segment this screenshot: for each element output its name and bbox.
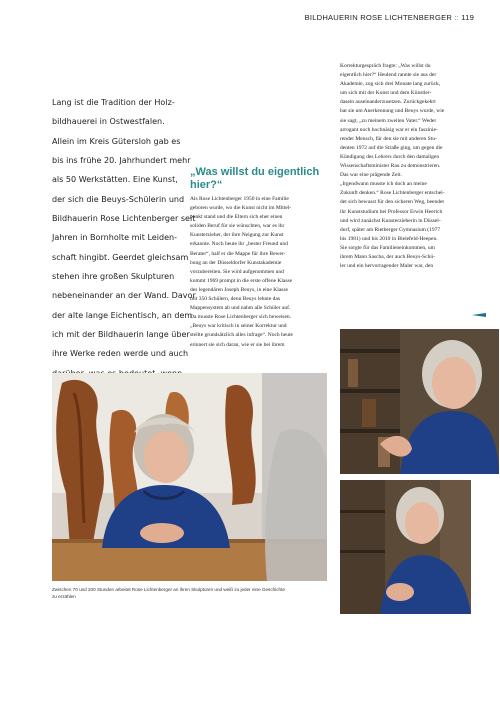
intro-line: bis ins frühe 20. Jahrhundert mehr — [52, 156, 191, 166]
intro-line: der sich die Beuys-Schülerin und — [52, 194, 185, 204]
column1-line: soliden Beruf für sie wünschten, war es ihr — [190, 223, 285, 230]
column1-line: geboren wurde, wo die Kunst nicht im Mittel- — [190, 205, 292, 212]
intro-line: schaft hingibt. Geerdet gleichsam — [52, 252, 189, 262]
column2-line: Sie sorgte für das Familieneinkommen, um — [340, 244, 435, 251]
side-photo-top — [340, 329, 499, 474]
column1-line: Kunsterzieher, der ihre Neigung zur Kunst — [190, 232, 284, 239]
column1-line: Mappensystem ab und nahm alle Schüler auf. — [190, 305, 291, 312]
column2-line: bis 1981) und bis 2010 in Bielefeld-Heepen. — [340, 235, 438, 242]
column2-line: bat sie um Anerkennung und Beuys wurde, wie — [340, 108, 445, 115]
main-photo — [52, 373, 327, 581]
column1-line: Berater“, half er die Mappe für ihre Bewer- — [190, 250, 286, 257]
column2-line: eigentlich hier?“ Heulend rannte sie aus der — [340, 72, 437, 79]
subhead-line: „Was willst du eigentlich — [190, 166, 320, 178]
column1-line: punkt stand und die Eltern sich eher einen — [190, 214, 283, 221]
intro-line: Bildhauerin Rose Lichtenberger seit — [52, 214, 196, 224]
body-column-2 — [340, 62, 485, 271]
column1-line: Als Rose Lichtenberger 1950 in eine Familie — [190, 196, 289, 202]
header-title: BILDHAUERIN ROSE LICHTENBERGER — [304, 13, 453, 22]
column2-line: sie sagt, „zu meinem zweiten Vater.“ Weder — [340, 117, 437, 124]
intro-line: der alte lange Eichentisch, an dem — [52, 310, 193, 320]
column1-line: bung an der Düsseldorfer Kunstakademie — [190, 259, 282, 266]
intro-line: nebeneinander an der Wand. Davor — [52, 291, 196, 301]
column2-line: dorf, später am Rietberger Gymnasium (1977 — [340, 226, 441, 233]
subhead-line: hier?“ — [190, 179, 223, 191]
column1-line: des legendären Joseph Beuys, in eine Klasse — [190, 286, 288, 293]
column2-line: ler und ein hervorragender Maler war, den — [340, 263, 434, 270]
intro-line: ich mit der Bildhauerin lange über — [52, 330, 190, 340]
column1-line: erkannte. Noch heute ihr „bester Freund und — [190, 241, 288, 248]
caption-line: Zwischen 70 und 200 Stunden arbeitet Rose Lichtenberger an ihren Skulpturen und weiß zu jeder eine Geschichte — [52, 587, 285, 592]
column2-line: render Mensch, für den sie mit anderen Stu- — [340, 135, 437, 142]
intro-line: ihre Werke reden werde und auch — [52, 349, 189, 359]
column1-line: erinnert sie sich daran, wie er sie bei ihrem — [190, 341, 285, 348]
intro-line: Lang ist die Tradition der Holz- — [52, 98, 175, 107]
column2-line: „Irgendwann musste ich doch an meine — [340, 181, 427, 188]
caption-line: zu erzählen — [52, 593, 76, 599]
intro-line: stehen ihre großen Skulpturen — [52, 272, 175, 282]
column1-line: stellte grundsätzlich alles infrage“. Noch heute — [190, 332, 293, 339]
body-column-1 — [190, 195, 330, 350]
intro-line: bildhauerei in Ostwestfalen. — [52, 117, 165, 127]
side-photo-bottom — [340, 480, 471, 614]
column2-line: Wissenschaftsminister Rau zu demonstrieren. — [340, 163, 441, 170]
intro-line: Jahren in Bornholte mit Leiden- — [52, 233, 178, 243]
running-header — [305, 13, 474, 22]
column2-line: dasein auseinanderzusetzen. Zurückgekehrt — [340, 99, 436, 106]
column1-line: mit 350 Schülern, denn Beuys lehnte das — [190, 296, 280, 303]
column2-line: Kündigung des Lehrers durch den damaligen — [340, 153, 440, 160]
column2-line: ihr Kunststudium bei Professor Erwin Heerich — [340, 208, 443, 215]
column2-line: Zukunft denken.“ Rose Lichtenberger entschei- — [340, 190, 445, 197]
column1-line: kommt 1969 prompt in die erste offene Klasse — [190, 277, 293, 284]
intro-line: als 50 Werkstätten. Eine Kunst, — [52, 175, 178, 185]
photo-caption — [52, 587, 322, 600]
column2-line: Korrekturgespräch fragte: „Was willst du — [340, 63, 431, 69]
column2-line: und wird zunächst Kunsterzieherin in Düssel- — [340, 217, 441, 224]
column1-line: Da musste Rose Lichtenberger sich beweisen. — [190, 314, 292, 321]
header-separator: :: — [454, 13, 459, 22]
section-subheading — [190, 166, 330, 192]
column2-line: Das war eine prägende Zeit. — [340, 172, 402, 179]
column2-line: det sich bewusst für den sicheren Weg, beendet — [340, 199, 444, 206]
page-number: 119 — [461, 13, 474, 22]
column2-line: arrogant noch hochnäsig war er ein faszinie- — [340, 126, 438, 133]
continue-arrow-icon — [472, 313, 486, 317]
column2-line: ihrem Mann Sascha, der auch Beuys-Schü- — [340, 253, 436, 260]
column1-line: vorzubereiten. Sie wird aufgenommen und — [190, 268, 284, 275]
intro-line: Allein im Kreis Gütersloh gab es — [52, 136, 181, 146]
column2-line: Akademie, zog sich drei Monate lang zurück, — [340, 81, 441, 88]
column2-line: um sich mit der Kunst und dem Künstler- — [340, 90, 432, 97]
column2-line: denten 1972 auf die Straße ging, um gegen die — [340, 144, 443, 151]
column1-line: „Beuys war kritisch in seiner Korrektur und — [190, 323, 287, 330]
